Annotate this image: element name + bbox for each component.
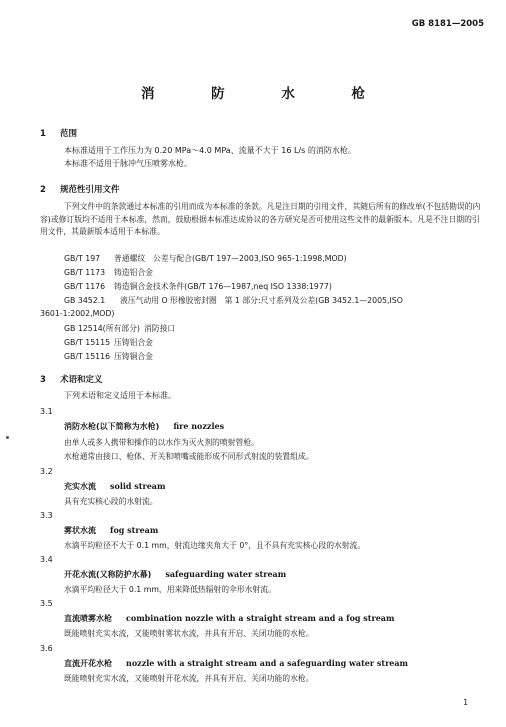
reference-title: 液压气动用 O 形橡胶密封圈 第 1 部分:尺寸系列及公差(GB 3452.1—2005,ISO — [120, 296, 403, 305]
term-chinese: 充实水流 — [64, 482, 96, 491]
term-title — [64, 481, 165, 492]
reference-title: 压铸铜合金 — [114, 352, 153, 361]
term-english: nozzle with a straight stream and a safeguarding water stream — [126, 658, 409, 668]
section-title: 术语和定义 — [60, 375, 103, 385]
term-english: safeguarding water stream — [165, 569, 287, 579]
term-definition: 由单人或多人携带和操作的以水作为灭火剂的喷射管枪。 — [64, 438, 259, 447]
term-english: combination nozzle with a straight stream and a fog stream — [126, 613, 395, 623]
term-english: fire nozzles — [173, 421, 225, 431]
term-chinese: 直流开花水枪 — [64, 659, 112, 668]
term-title — [64, 658, 408, 669]
term-english: fog stream — [110, 525, 159, 535]
reference-code: GB 12514(所有部分) — [64, 324, 140, 333]
reference-code: GB/T 1173 — [64, 268, 106, 277]
term-english: solid stream — [110, 481, 166, 491]
term-chinese: 雾状水流 — [64, 526, 96, 535]
reference-title: 铸造铜合金技术条件(GB/T 176—1987,neq ISO 1338:1977) — [114, 282, 332, 291]
reference-code: GB/T 15116 — [64, 352, 111, 361]
term-title — [64, 525, 158, 536]
document-title: 消 防 水 枪 — [140, 86, 392, 102]
term-definition: 具有充实核心段的水射流。 — [64, 497, 158, 506]
term-definition: 既能喷射充实水流，又能喷射雾状水流，并具有开启、关闭功能的水枪。 — [64, 629, 314, 638]
term-number: 3.3 — [40, 511, 53, 520]
standard-code: GB 8181—2005 — [411, 19, 484, 29]
reference-continuation: 3601-1:2002,MOD) — [40, 309, 115, 318]
reference-item — [64, 281, 332, 292]
term-number: 3.4 — [40, 555, 53, 564]
reference-title: 压铸铝合金 — [114, 338, 153, 347]
reference-code: GB/T 1176 — [64, 282, 106, 291]
term-title — [64, 613, 394, 624]
term-number: 3.1 — [40, 407, 53, 416]
section-number: 2 — [40, 185, 46, 195]
section-number: 3 — [40, 375, 46, 385]
section-title: 范围 — [60, 129, 78, 139]
scan-speck — [6, 436, 9, 439]
reference-code: GB/T 197 — [64, 254, 101, 263]
reference-title: 普通螺纹 公差与配合(GB/T 197—2003,ISO 965-1:1998,MOD) — [114, 254, 347, 263]
section-2-heading — [40, 183, 120, 195]
section-3-intro: 下列术语和定义适用于本标准。 — [64, 391, 176, 400]
term-number: 3.2 — [40, 467, 53, 476]
section-2-intro: 下列文件中的条款通过本标准的引用而成为本标准的条款。凡是注日期的引用文件，其随后所有的修改单(不包括勘误的内容)或修订版均不适用于本标准，然而，鼓励根据本标准达成协议的各方研究是否可使用这些文件的最新版本。凡是不注日期的引用文件，其最新版本适用于本标准。 — [40, 202, 481, 236]
reference-item — [64, 253, 347, 264]
term-title — [64, 569, 286, 580]
reference-code: GB 3452.1 — [64, 296, 106, 305]
term-title — [64, 421, 224, 432]
page-number: 1 — [463, 698, 468, 707]
reference-title: 消防接口 — [144, 324, 176, 333]
reference-item — [64, 337, 153, 348]
section-number: 1 — [40, 129, 46, 139]
reference-code: GB/T 15115 — [64, 338, 111, 347]
reference-item — [64, 323, 175, 334]
term-definition: 水枪通常由接口、枪体、开关和喷嘴或能形成不同形式射流的装置组成。 — [64, 452, 314, 461]
section-1-paragraph-2: 本标准不适用于脉冲气压喷雾水枪。 — [64, 159, 192, 168]
term-definition: 既能喷射充实水流，又能喷射开花水流，并具有开启、关闭功能的水枪。 — [64, 674, 314, 683]
section-1-paragraph-1: 本标准适用于工作压力为 0.20 MPa～4.0 MPa、流量不大于 16 L/s 的消防水枪。 — [64, 146, 356, 155]
term-chinese: 消防水枪(以下简称为水枪) — [64, 422, 160, 431]
term-definition: 水滴平均粒径大于 0.1 mm，用来降低热辐射的伞形水射流。 — [64, 585, 276, 594]
reference-title: 铸造铝合金 — [114, 268, 153, 277]
section-1-heading — [40, 127, 77, 139]
reference-item — [64, 351, 153, 362]
term-definition: 水滴平均粒径不大于 0.1 mm，射流边缘夹角大于 0°，且不具有充实核心段的水射流。 — [64, 541, 366, 550]
term-chinese: 直流喷雾水枪 — [64, 614, 112, 623]
reference-item — [64, 295, 403, 306]
section-title: 规范性引用文件 — [60, 185, 120, 195]
section-3-heading — [40, 373, 103, 385]
term-number: 3.6 — [40, 644, 53, 653]
term-number: 3.5 — [40, 599, 53, 608]
reference-item — [64, 267, 153, 278]
term-chinese: 开花水流(又称防护水幕) — [64, 570, 152, 579]
